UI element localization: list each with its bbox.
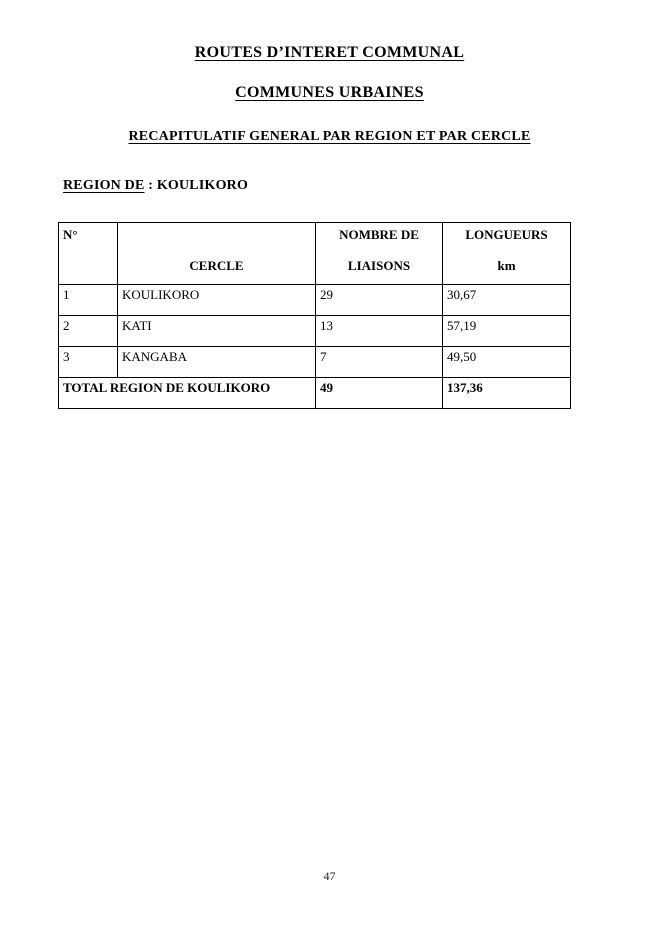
total-liaisons-value: 49 (316, 378, 443, 409)
table-row (59, 316, 571, 347)
header-liaisons-line1: NOMBRE DE (339, 227, 419, 242)
cercle-name: KOULIKORO (118, 285, 316, 316)
row-number: 1 (59, 285, 118, 316)
total-longueur-value: 137,36 (443, 378, 571, 409)
region-separator: : (144, 178, 157, 193)
longueur-value: 30,67 (443, 285, 571, 316)
region-value: KOULIKORO (156, 178, 249, 193)
liaisons-value: 13 (316, 316, 443, 347)
table-row (59, 347, 571, 378)
cercle-name: KANGABA (118, 347, 316, 378)
region-line (63, 178, 248, 194)
header-cell-cercle (118, 223, 316, 285)
page-number: 47 (323, 869, 336, 883)
header-liaisons-line2: LIAISONS (347, 258, 411, 273)
total-label: TOTAL REGION DE KOULIKORO (59, 378, 316, 409)
section-heading (0, 129, 659, 145)
longueur-value: 57,19 (443, 316, 571, 347)
header-num-label: N° (63, 227, 78, 242)
section-heading-text: RECAPITULATIF GENERAL PAR REGION ET PAR CERCLE (128, 129, 531, 144)
page-title (0, 44, 659, 62)
row-number: 2 (59, 316, 118, 347)
longueur-value: 49,50 (443, 347, 571, 378)
header-cercle-spacer (122, 225, 311, 252)
header-cercle-label: CERCLE (189, 258, 244, 273)
header-cell-num (59, 223, 118, 285)
page-subtitle (0, 84, 659, 102)
header-cell-longueurs (443, 223, 571, 285)
header-longueurs-line2: km (497, 258, 516, 273)
liaisons-value: 29 (316, 285, 443, 316)
header-longueurs-line1: LONGUEURS (465, 227, 548, 242)
row-number: 3 (59, 347, 118, 378)
header-cell-liaisons (316, 223, 443, 285)
recap-table (58, 222, 571, 409)
page-title-text: ROUTES D’INTERET COMMUNAL (194, 44, 465, 61)
cercle-name: KATI (118, 316, 316, 347)
page-subtitle-text: COMMUNES URBAINES (235, 84, 424, 101)
liaisons-value: 7 (316, 347, 443, 378)
table-total-row (59, 378, 571, 409)
table-header-row (59, 223, 571, 285)
table-row (59, 285, 571, 316)
region-label: REGION DE (63, 178, 145, 193)
